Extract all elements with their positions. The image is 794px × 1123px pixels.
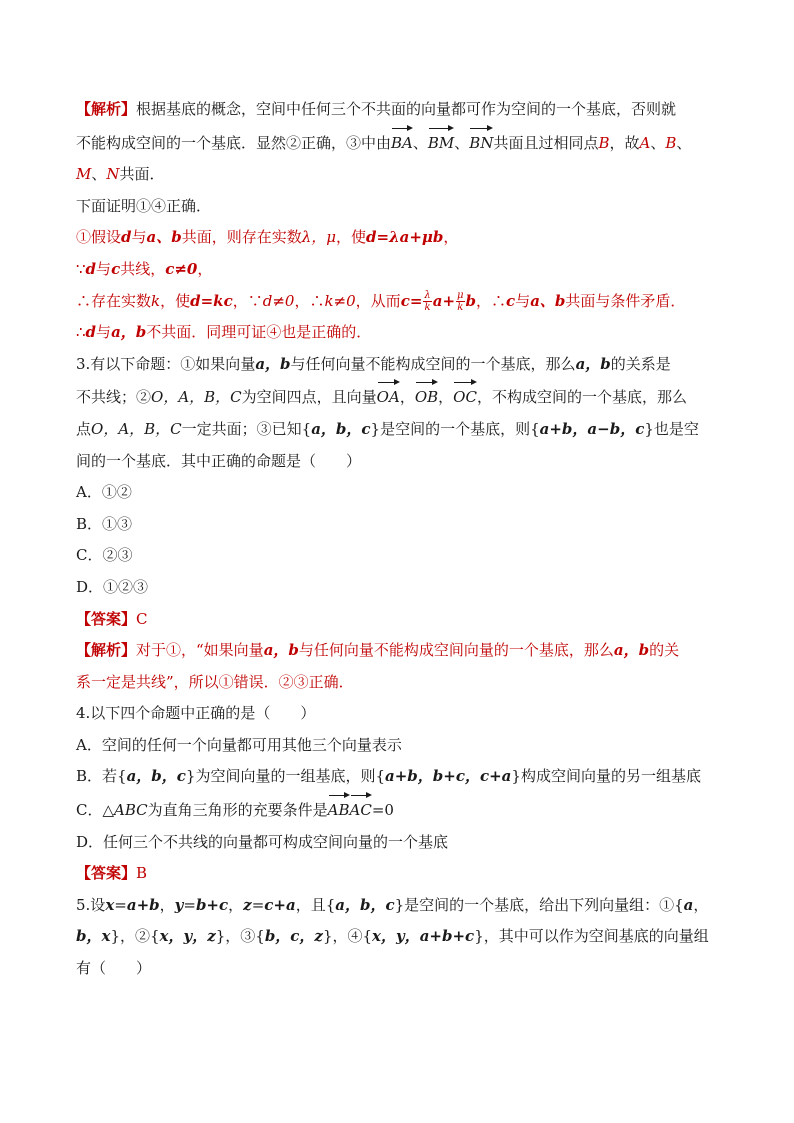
explanation-tag: 【解析】 xyxy=(76,100,137,118)
text: 5.设 xyxy=(76,895,106,914)
question-3-line-2 xyxy=(76,380,726,414)
text: 共面． xyxy=(119,165,165,184)
text: ∴ xyxy=(76,323,86,342)
text: 与 xyxy=(96,259,112,278)
text: ，且{ xyxy=(295,895,336,914)
text: 共面与条件矛盾． xyxy=(565,291,686,310)
vector-AC: AC xyxy=(350,793,372,827)
math: a+b，a−b，c xyxy=(539,419,645,438)
text: ， xyxy=(693,895,709,914)
text: ∵ xyxy=(76,259,86,278)
fraction-mu-over-k xyxy=(456,290,465,313)
text: = xyxy=(114,895,127,914)
question-3-explanation-line-2: 系一定是共线”，所以①错误．②③正确． xyxy=(76,672,354,691)
fraction-denominator: k xyxy=(457,302,464,314)
fraction-denominator: k xyxy=(424,302,431,314)
math: O，A，B，C xyxy=(151,388,242,407)
document-content xyxy=(76,94,726,985)
text: 共面且过相同点 xyxy=(493,133,599,152)
math: a、b xyxy=(530,291,566,310)
text: 与任何向量不能构成空间的一个基底，那么 xyxy=(290,354,576,373)
text: ，不构成空间的一个基底，那么 xyxy=(476,388,687,407)
question-3-line-4: 间的一个基底．其中正确的命题是（ ） xyxy=(76,451,362,470)
text: }是空间的一个基底，则{ xyxy=(370,419,540,438)
text: ∴存在实数 xyxy=(76,291,152,310)
text: ， xyxy=(228,895,244,914)
text: 共面，则存在实数 xyxy=(181,228,302,247)
question-4-line-1: 4.以下四个命题中正确的是（ ） xyxy=(76,704,316,723)
text: 点 xyxy=(76,419,92,438)
text: B．若{ xyxy=(76,767,127,786)
math: d xyxy=(85,323,97,342)
math: d=λa+μb xyxy=(366,228,444,247)
text: }为空间向量的一组基底，则{ xyxy=(185,767,386,786)
text: }，④{ xyxy=(322,927,373,946)
math: a，b，c xyxy=(335,895,395,914)
text: }也是空 xyxy=(644,419,699,438)
text: 、 xyxy=(676,133,692,152)
text: 与 xyxy=(96,323,112,342)
text: 根据基底的概念，空间中任何三个不共面的向量都可作为空间的一个基底，否则就 xyxy=(136,100,677,118)
text: ①假设 xyxy=(76,228,122,247)
text: 为直角三角形的充要条件是 xyxy=(147,801,328,820)
point-label: M xyxy=(76,165,92,184)
text: 、 xyxy=(412,133,428,152)
text: 3.有以下命题：①如果向量 xyxy=(76,354,256,373)
text: 与 xyxy=(131,228,147,247)
fraction-numerator: λ xyxy=(424,290,431,302)
math: a，b xyxy=(263,641,299,660)
vector-BM: BM xyxy=(428,126,454,160)
text: 不共面．同理可证④也是正确的． xyxy=(146,323,372,342)
math: b xyxy=(465,291,477,310)
text: }，③{ xyxy=(215,927,265,946)
question-3-line-3 xyxy=(76,414,726,446)
math: z xyxy=(243,895,252,914)
vector-OC: OC xyxy=(453,380,477,414)
math: a，b，c xyxy=(311,419,371,438)
question-4-option-c xyxy=(76,793,726,827)
math: d xyxy=(121,228,132,247)
math: a，b xyxy=(111,323,147,342)
answer-tag: 【答案】 xyxy=(76,864,137,883)
question-3-answer xyxy=(76,604,726,636)
math: ABC xyxy=(114,801,148,820)
text: }是空间的一个基底，给出下列向量组：①{ xyxy=(394,895,684,914)
question-3-option-d: D．①②③ xyxy=(76,577,149,596)
point-label: N xyxy=(106,165,120,184)
math: b，x xyxy=(76,927,111,946)
text: = xyxy=(183,895,196,914)
proof-line-1 xyxy=(76,222,726,254)
math: c= xyxy=(400,291,423,310)
text: ，∵ xyxy=(232,291,263,310)
proof-line-2 xyxy=(76,254,726,286)
text: ， xyxy=(197,259,213,278)
question-4-option-d: D．任何三个不共线的向量都可构成空间向量的一个基底 xyxy=(76,832,449,851)
math: x xyxy=(105,895,115,914)
math: x，y，a+b+c xyxy=(372,927,475,946)
text: 对于①，“如果向量 xyxy=(136,641,264,660)
vector-AB: AB xyxy=(328,793,350,827)
text: =0 xyxy=(371,801,394,820)
text: }，其中可以作为空间基底的向量组 xyxy=(474,927,709,946)
explanation-line-3 xyxy=(76,159,726,191)
text: 一定共面；③已知{ xyxy=(181,419,312,438)
proof-intro: 下面证明①④正确． xyxy=(76,196,212,215)
question-3-line-1 xyxy=(76,349,726,381)
math: a，b xyxy=(613,641,650,660)
question-5-line-3: 有（ ） xyxy=(76,959,152,978)
text: 、 xyxy=(454,133,470,152)
explanation-line-1 xyxy=(76,94,726,126)
text: 与任何向量不能构成空间向量的一个基底，那么 xyxy=(298,641,614,660)
text: 不能构成空间的一个基底．显然②正确，③中由 xyxy=(76,133,392,152)
math: a，b，c xyxy=(126,767,186,786)
math: a、b xyxy=(146,228,182,247)
vector-OA: OA xyxy=(377,380,400,414)
question-3-option-a: A．①② xyxy=(76,483,132,502)
question-3-option-c: C．②③ xyxy=(76,546,133,565)
math: y xyxy=(174,895,184,914)
math: a+ xyxy=(432,291,456,310)
vector-BN: BN xyxy=(469,126,493,160)
math: b+c xyxy=(195,895,229,914)
text: ，∴ xyxy=(294,291,325,310)
math: c xyxy=(506,291,516,310)
math: k≠0 xyxy=(324,291,356,310)
point-label: A xyxy=(639,133,651,152)
text: 的关 xyxy=(649,641,680,660)
point-label: B xyxy=(598,133,610,152)
question-4-answer xyxy=(76,858,726,890)
text: ，∴ xyxy=(476,291,507,310)
math: c+a xyxy=(264,895,296,914)
fraction-lambda-over-k xyxy=(423,290,431,313)
text: C．△ xyxy=(76,801,115,820)
answer-value: C xyxy=(136,609,148,628)
math: a+b xyxy=(126,895,160,914)
answer-value: B xyxy=(136,864,148,883)
point-label: B xyxy=(665,133,677,152)
vector-BA: BA xyxy=(391,126,413,160)
question-4-option-b xyxy=(76,761,726,793)
math: d xyxy=(85,259,97,278)
question-5-line-1 xyxy=(76,890,726,922)
math: a，b xyxy=(575,354,611,373)
text: }，②{ xyxy=(110,927,160,946)
question-5-line-2 xyxy=(76,921,726,953)
math: b，c，z xyxy=(264,927,323,946)
math: k xyxy=(151,291,161,310)
text: 、 xyxy=(91,165,107,184)
explanation-tag: 【解析】 xyxy=(76,641,137,660)
explanation-line-2 xyxy=(76,126,726,160)
vector-OB: OB xyxy=(415,380,438,414)
text: 为空间四点，且向量 xyxy=(241,388,377,407)
text: ， xyxy=(159,895,175,914)
text: 不共线；② xyxy=(76,388,152,407)
proof-line-4 xyxy=(76,317,726,349)
text: ， xyxy=(438,388,454,407)
text: ，故 xyxy=(609,133,640,152)
answer-tag: 【答案】 xyxy=(76,609,137,628)
math: d≠0 xyxy=(262,291,295,310)
fraction-numerator: μ xyxy=(457,290,464,302)
text: ， xyxy=(399,388,415,407)
text: ，使 xyxy=(160,291,191,310)
math: O，A，B，C xyxy=(91,419,182,438)
math: a，b xyxy=(255,354,291,373)
text: 共线， xyxy=(120,259,166,278)
question-3-explanation-line-1 xyxy=(76,635,726,667)
math: λ，μ xyxy=(301,228,337,247)
text: ， xyxy=(443,228,459,247)
question-3-option-b: B．①③ xyxy=(76,514,133,533)
text: 、 xyxy=(650,133,666,152)
math: a+b，b+c，c+a xyxy=(385,767,512,786)
question-4-option-a: A．空间的任何一个向量都可用其他三个向量表示 xyxy=(76,735,402,754)
math: c≠0 xyxy=(165,259,198,278)
text: = xyxy=(251,895,265,914)
text: ，从而 xyxy=(355,291,401,310)
math: c xyxy=(111,259,121,278)
math: d=kc xyxy=(190,291,233,310)
math: x，y，z xyxy=(159,927,216,946)
text: 的关系是 xyxy=(610,354,671,373)
math: a xyxy=(683,895,694,914)
text: }构成空间向量的另一组基底 xyxy=(511,767,701,786)
proof-line-3 xyxy=(76,286,726,318)
text: 与 xyxy=(515,291,531,310)
text: ，使 xyxy=(336,228,367,247)
